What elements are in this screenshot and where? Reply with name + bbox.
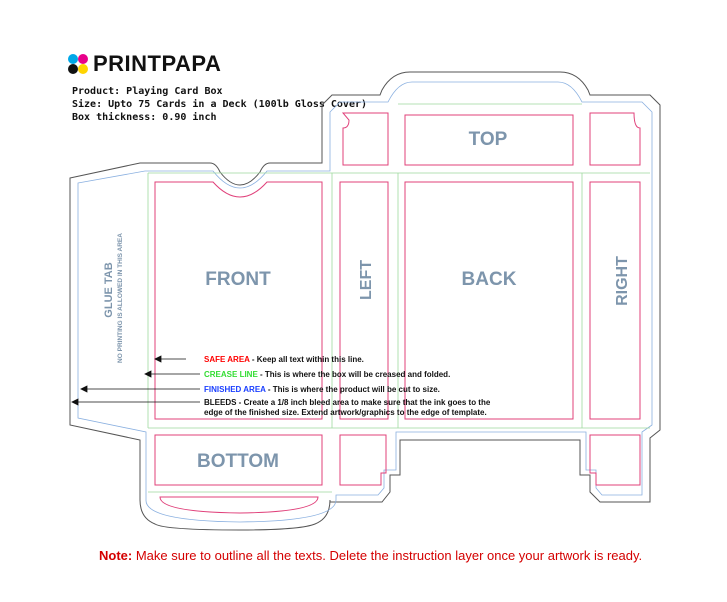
- product-line: Product: Playing Card Box: [72, 86, 223, 97]
- legend-bleeds-text: - Create a 1/8 inch bleed area to make sure that the ink goes to the: [236, 398, 491, 407]
- legend-safe: [204, 355, 364, 364]
- legend-finished: [204, 385, 440, 394]
- note-label: Note:: [99, 548, 133, 563]
- panel-right-label: RIGHT: [614, 256, 631, 306]
- legend-bleeds-text-2: edge of the finished size. Extend artwork/graphics to the edge of template.: [204, 408, 487, 417]
- legend-bleeds-label: BLEEDS: [204, 398, 237, 407]
- note-text: Make sure to outline all the texts. Delete the instruction layer once your artwork is ready.: [132, 548, 643, 563]
- panel-front-label: FRONT: [205, 269, 271, 290]
- cut-outline: [70, 72, 660, 530]
- legend-finished-label: FINISHED AREA: [204, 385, 266, 394]
- legend-finished-text: - This is where the product will be cut to size.: [265, 385, 440, 394]
- legend-crease-text: - This is where the box will be creased and folded.: [257, 370, 451, 379]
- no-print-label: NO PRINTING IS ALLOWED IN THIS AREA: [117, 233, 124, 363]
- panel-left-label: LEFT: [358, 260, 375, 300]
- size-line: Size: Upto 75 Cards in a Deck (100lb Gloss Cover): [72, 99, 368, 110]
- legend-crease: [204, 370, 450, 379]
- brand-name: PRINTPAPA: [93, 51, 222, 76]
- legend-bleeds: [204, 398, 491, 407]
- legend-crease-label: CREASE LINE: [204, 370, 258, 379]
- panel-top-label: TOP: [468, 129, 508, 150]
- legend-arrows: [72, 356, 200, 405]
- legend-safe-text: - Keep all text within this line.: [249, 355, 364, 364]
- panel-back-label: BACK: [461, 269, 517, 290]
- crease-lines: [148, 104, 650, 492]
- finished-outline: [78, 82, 652, 522]
- legend-safe-label: SAFE AREA: [204, 355, 250, 364]
- thickness-line: Box thickness: 0.90 inch: [72, 112, 217, 123]
- panel-bottom-label: BOTTOM: [197, 451, 279, 472]
- note-box: [99, 548, 659, 564]
- glue-tab-label: GLUE TAB: [103, 262, 115, 318]
